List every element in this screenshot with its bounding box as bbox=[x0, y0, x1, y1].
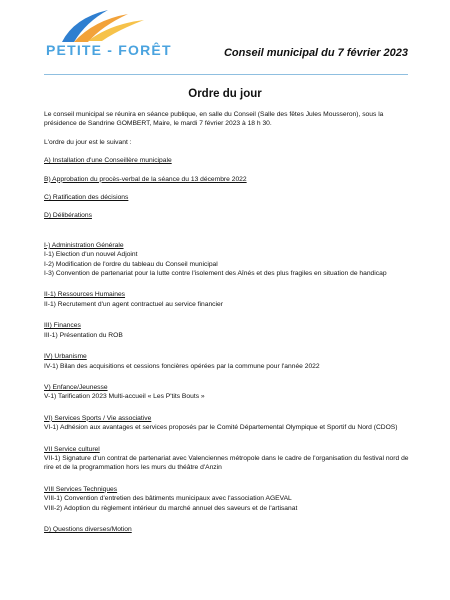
agenda-item: I-2) Modification de l'ordre du tableau du Conseil municipal bbox=[44, 260, 218, 268]
agenda-item: VII-1) Signature d'un contrat de partenariat avec Valenciennes métropole dans le cadre de l'organisation du festival nord de rire et de la programmation hors les murs du théâtre d'Anzin bbox=[44, 454, 409, 472]
agenda-item: II-1) Recrutement d'un agent contractuel au service financier bbox=[44, 300, 223, 308]
section-b: B) Approbation du procès-verbal de la séance du 13 décembre 2022 bbox=[44, 175, 247, 183]
logo-text: PETITE - FORÊT bbox=[46, 42, 172, 58]
agenda-item: V-1) Tarification 2023 Multi-accueil « Les P'tits Bouts » bbox=[44, 393, 205, 401]
group-heading: VII Service culturel bbox=[44, 445, 100, 453]
agenda-item: I-1) Election d'un nouvel Adjoint bbox=[44, 251, 138, 259]
agenda-title: Ordre du jour bbox=[188, 88, 262, 100]
agenda-item: VIII-2) Adoption du règlement intérieur du marché annuel des saveurs et de l'artisanat bbox=[44, 504, 298, 512]
section-c: C) Ratification des décisions bbox=[44, 194, 129, 202]
section-d: D) Délibérations bbox=[44, 212, 92, 220]
agenda-item: VI-1) Adhésion aux avantages et services proposés par le Comité Départemental Olympique et Sportif du Nord (CDOS) bbox=[44, 424, 398, 432]
section-a: A) Installation d'une Conseillère municipale bbox=[44, 157, 172, 165]
group-heading: VI) Services Sports / Vie associative bbox=[44, 414, 152, 422]
group-heading: V) Enfance/Jeunesse bbox=[44, 383, 108, 391]
intro-paragraph: Le conseil municipal se réunira en séance publique, en salle du Conseil (Salle des fêtes Jules Mousseron), sous la présidence de Sandrine GOMBERT, Maire, le mardi 7 février 2023 à 18 h 30. bbox=[44, 111, 384, 128]
agenda-lead: L'ordre du jour est le suivant : bbox=[44, 138, 132, 146]
group-heading: IV) Urbanisme bbox=[44, 353, 87, 361]
group-heading: II-1) Ressources Humaines bbox=[44, 291, 126, 299]
agenda-body bbox=[44, 110, 410, 534]
section-final: D) Questions diverses/Motion bbox=[44, 525, 132, 533]
group-heading: I-) Administration Générale bbox=[44, 241, 124, 249]
agenda-item: IV-1) Bilan des acquisitions et cessions foncières opérées par la commune pour l'année 2022 bbox=[44, 362, 320, 370]
agenda-item: I-3) Convention de partenariat pour la lutte contre l'isolement des Aînés et des plus fragiles en situation de handicap bbox=[44, 270, 387, 278]
group-heading: VIII Services Techniques bbox=[44, 485, 118, 493]
header-divider bbox=[44, 74, 408, 75]
page-title: Conseil municipal du 7 février 2023 bbox=[223, 47, 408, 59]
agenda-item: VIII-1) Convention d'entretien des bâtiments municipaux avec l'association AGEVAL bbox=[44, 495, 292, 503]
group-heading: III) Finances bbox=[44, 322, 81, 330]
logo bbox=[44, 8, 170, 60]
agenda-item: III-1) Présentation du ROB bbox=[44, 331, 123, 339]
